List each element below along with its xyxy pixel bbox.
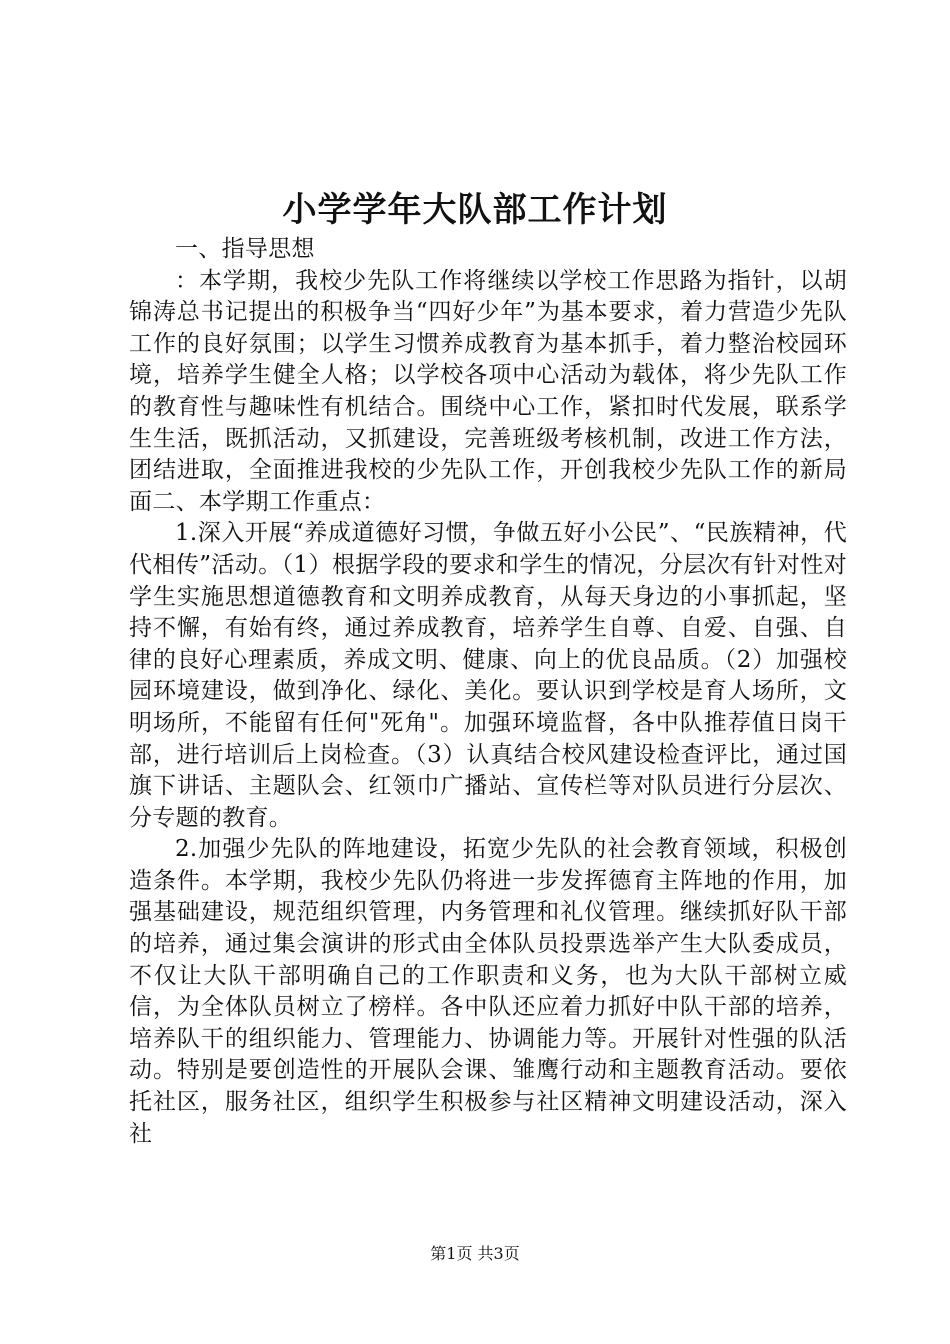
- paragraph-item-1: 1.深入开展“养成道德好习惯，争做五好小公民”、“民族精神，代代相传”活动。（1）根据学段的要求和学生的情况，分层次有针对性对学生实施思想道德教育和文明养成教育，从每天身边的小事抓起，坚持不懈，有始有终，通过养成教育，培养学生自尊、自爱、自强、自律的良好心理素质，养成文明、健康、向上的优良品质。（2）加强校园环境建设，做到净化、绿化、美化。要认识到学校是育人场所，文明场所，不能留有任何"死角"。加强环境监督，各中队推荐值日岗干部，进行培训后上岗检查。（3）认真结合校风建设检查评比，通过国旗下讲话、主题队会、红领巾广播站、宣传栏等对队员进行分层次、分专题的教育。: [129, 520, 847, 831]
- paragraph-guiding-ideology: ：本学期，我校少先队工作将继续以学校工作思路为指针，以胡锦涛总书记提出的积极争当“四好少年”为基本要求，着力营造少先队工作的良好氛围；以学生习惯养成教育为基本抓手，着力整治校园环境，培养学生健全人格；以学校各项中心活动为载体，将少先队工作的教育性与趣味性有机结合。围绕中心工作，紧扣时代发展，联系学生生活，既抓活动，又抓建设，完善班级考核机制，改进工作方法，团结进取，全面推进我校的少先队工作，开创我校少先队工作的新局面二、本学期工作重点：: [129, 267, 847, 515]
- paragraph-heading-guiding-ideology: 一、指导思想: [175, 236, 315, 262]
- page-number-footer: 第1页 共3页: [430, 1244, 520, 1263]
- document-title: 小学学年大队部工作计划: [282, 190, 668, 230]
- document-body: [129, 234, 847, 1150]
- paragraph-item-2: 2.加强少先队的阵地建设，拓宽少先队的社会教育领域，积极创造条件。本学期，我校少先队仍将进一步发挥德育主阵地的作用，加强基础建设，规范组织管理，内务管理和礼仪管理。继续抓好队干部的培养，通过集会演讲的形式由全体队员投票选举产生大队委成员，不仅让大队干部明确自己的工作职责和义务，也为大队干部树立威信，为全体队员树立了榜样。各中队还应着力抓好中队干部的培养，培养队干的组织能力、管理能力、协调能力等。开展针对性强的队活动。特别是要创造性的开展队会课、雏鹰行动和主题教育活动。要依托社区，服务社区，组织学生积极参与社区精神文明建设活动，深入社: [129, 836, 847, 1147]
